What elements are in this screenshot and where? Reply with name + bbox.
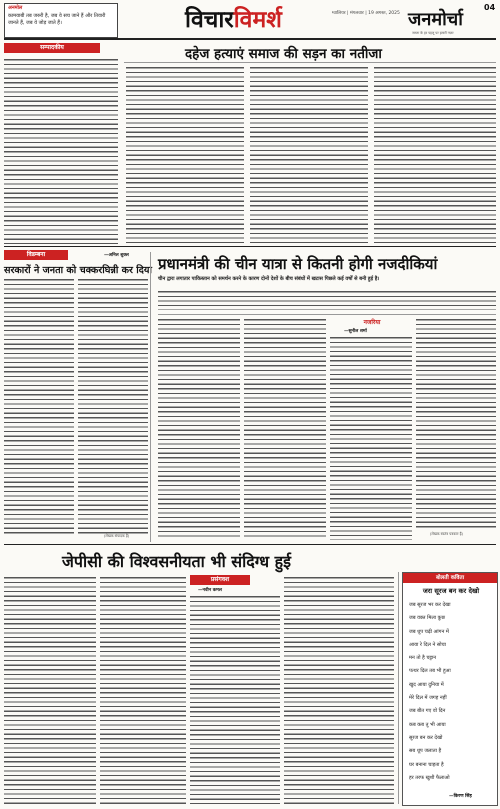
bottom-divider [398,572,399,804]
editorial-col-2 [126,66,244,244]
lead-intro-lines [158,290,496,310]
bottom-section-label: प्रसंगवश [190,575,250,585]
lead-bottom-rule [4,544,496,545]
poem-line: सब धूप जलाता है [409,748,442,755]
editorial-col-1 [4,58,118,244]
poem-line: जब धूप चढ़ी आंगन में [409,628,449,635]
lead-col-1 [158,318,240,540]
poem-title: जरा सूरज बन कर देखो [422,587,480,595]
poem-lines [409,599,493,785]
bottom-headline: जेपीसी की विश्वसनीयता भी संदिग्ध हुई [62,552,292,571]
brand-tagline: जनता के हर पहलू पर हमारी नज़र [412,31,454,35]
poem-line: मन तो है चट्टान [409,655,437,662]
editorial-label: सम्पादकीय [4,43,100,53]
poem-box [402,572,498,806]
poem-line: आया रे दिल ने सोचा [409,641,446,648]
editorial-col-3 [250,66,368,244]
bottom-author: —नवीन कमल [198,588,222,593]
poem-line: जब सूरज भर कर देखा [409,602,451,608]
feature-headline: सरकारों ने जनता को चक्करघिन्नी कर दिया [4,265,152,276]
bottom-col-3 [190,595,280,804]
masthead-rule [4,38,496,40]
brand-logo: जनमोर्चा [408,9,463,30]
lead-signoff: (लेखक स्वतंत्र पत्रकार हैं) [430,532,463,536]
section-title-part2: विमर्श [233,6,282,33]
poem-line: घर बनाना चाहता है [409,761,444,768]
poem-line: जब वक्त मिला कुछ [409,615,445,622]
poem-line: खुद आया दुनिया में [409,681,444,688]
section-title-part1: विचार [185,6,234,33]
lead-headline: प्रधानमंत्री की चीन यात्रा से कितनी होगी नजदीकियां [158,255,438,273]
opinion-label: नजरिया [363,319,381,326]
quote-kicker: अनमोल [8,5,23,11]
lead-rule [158,314,496,315]
section-title [185,2,282,34]
feature-signoff: (लेखक संपादक हैं) [104,534,130,538]
poem-line: हर तरफ खुशी फैलाओ [409,774,450,781]
poem-signoff: —किरण सिंह [449,794,472,799]
dateline: ग्वालियर | मंगलवार | 19 अगस्त, 2025 [332,11,400,16]
editorial-headline: दहेज हत्याएं समाज की सड़न का नतीजा [185,46,382,62]
editorial-rule [124,62,496,63]
poem-line: मेरे दिल में जगह नहीं [409,695,447,702]
feature-label: विडम्बना [4,250,68,260]
poem-line: पत्थर दिल तब भी हुआ [409,668,451,675]
quote-box [4,3,118,38]
poem-label: बोलती कविता [403,573,497,583]
lead-intro [158,276,496,282]
bottom-col-2 [100,576,186,804]
feature-author: —अनिल शुक्ल [104,253,129,258]
bottom-col-1 [4,576,96,804]
editorial-col-4 [374,66,496,244]
editorial-bottom-rule [4,246,496,247]
feature-divider [150,252,151,542]
masthead [0,0,500,40]
lead-intro-text: चीन द्वारा लगातार पाकिस्तान को समर्थन करने के कारण दोनों देशों के बीच संबंधों में खटास पिछले कई वर्षों से बनी हुई है। [158,276,380,282]
bottom-col-4 [284,576,394,804]
feature-col-2 [78,278,148,534]
page-number: 04 [484,3,496,12]
opinion-author: —सुनील शर्मा [344,329,367,334]
lead-col-2 [244,318,326,540]
quote-text: कामयाबी तब जरुरी है, जब वे सच जाने हैं और तिवारी जानते हैं, जब वे जोड़ जाते हैं। [8,13,106,26]
lead-col-3 [330,336,412,540]
poem-line: जब बीत गए वो दिन [409,708,446,715]
feature-col-1 [4,278,74,534]
poem-line: सूरज बन कर देखो [409,734,443,741]
lead-col-4 [416,318,496,530]
poem-line: कब कब तू भी आया [409,721,446,728]
